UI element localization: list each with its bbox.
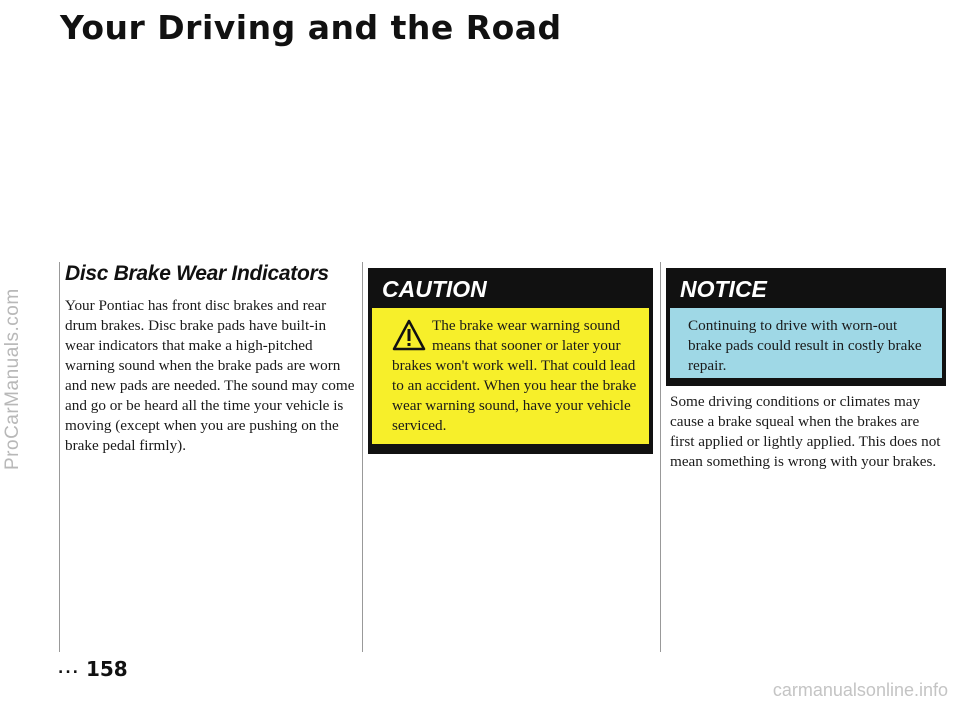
warning-triangle-icon bbox=[392, 318, 426, 352]
column-rule-middle bbox=[362, 262, 363, 652]
column-rule-right bbox=[660, 262, 661, 652]
section-heading: Disc Brake Wear Indicators bbox=[65, 262, 329, 285]
notice-body: Continuing to drive with worn-out brake pads could result in costly brake repair. bbox=[670, 308, 942, 378]
right-column bbox=[670, 392, 945, 472]
caution-box bbox=[368, 268, 653, 454]
footer-watermark: carmanualsonline.info bbox=[772, 680, 948, 700]
caution-label: CAUTION bbox=[382, 276, 487, 302]
side-watermark: ProCarManuals.com bbox=[2, 288, 23, 470]
column-rule-left bbox=[59, 262, 60, 652]
page-title: Your Driving and the Road bbox=[60, 8, 562, 47]
right-body-text: Some driving conditions or climates may cause a brake squeal when the brakes are first applied or lightly applied. This does not mean something is wrong with your brakes. bbox=[670, 393, 941, 470]
left-column bbox=[65, 262, 355, 456]
caution-body bbox=[372, 308, 649, 444]
notice-label: NOTICE bbox=[680, 276, 767, 302]
page-footer bbox=[58, 657, 128, 681]
section-body: Your Pontiac has front disc brakes and rear drum brakes. Disc brake pads have built-in wear indicators that make a high-pitched warning sound when the brake pads are worn and new pads are needed. The sound may come and go or be heard all the time your vehicle is moving (except when you are pushing on the brake pedal firmly). bbox=[65, 297, 355, 454]
caution-text: The brake wear warning sound means that sooner or later your brakes won't work well. That could lead to an accident. When you hear the brake wear warning sound, have your vehicle serviced. bbox=[392, 317, 637, 434]
page-number: 158 bbox=[85, 657, 128, 681]
page-number-dots: ... bbox=[58, 661, 80, 677]
notice-box bbox=[666, 268, 946, 386]
